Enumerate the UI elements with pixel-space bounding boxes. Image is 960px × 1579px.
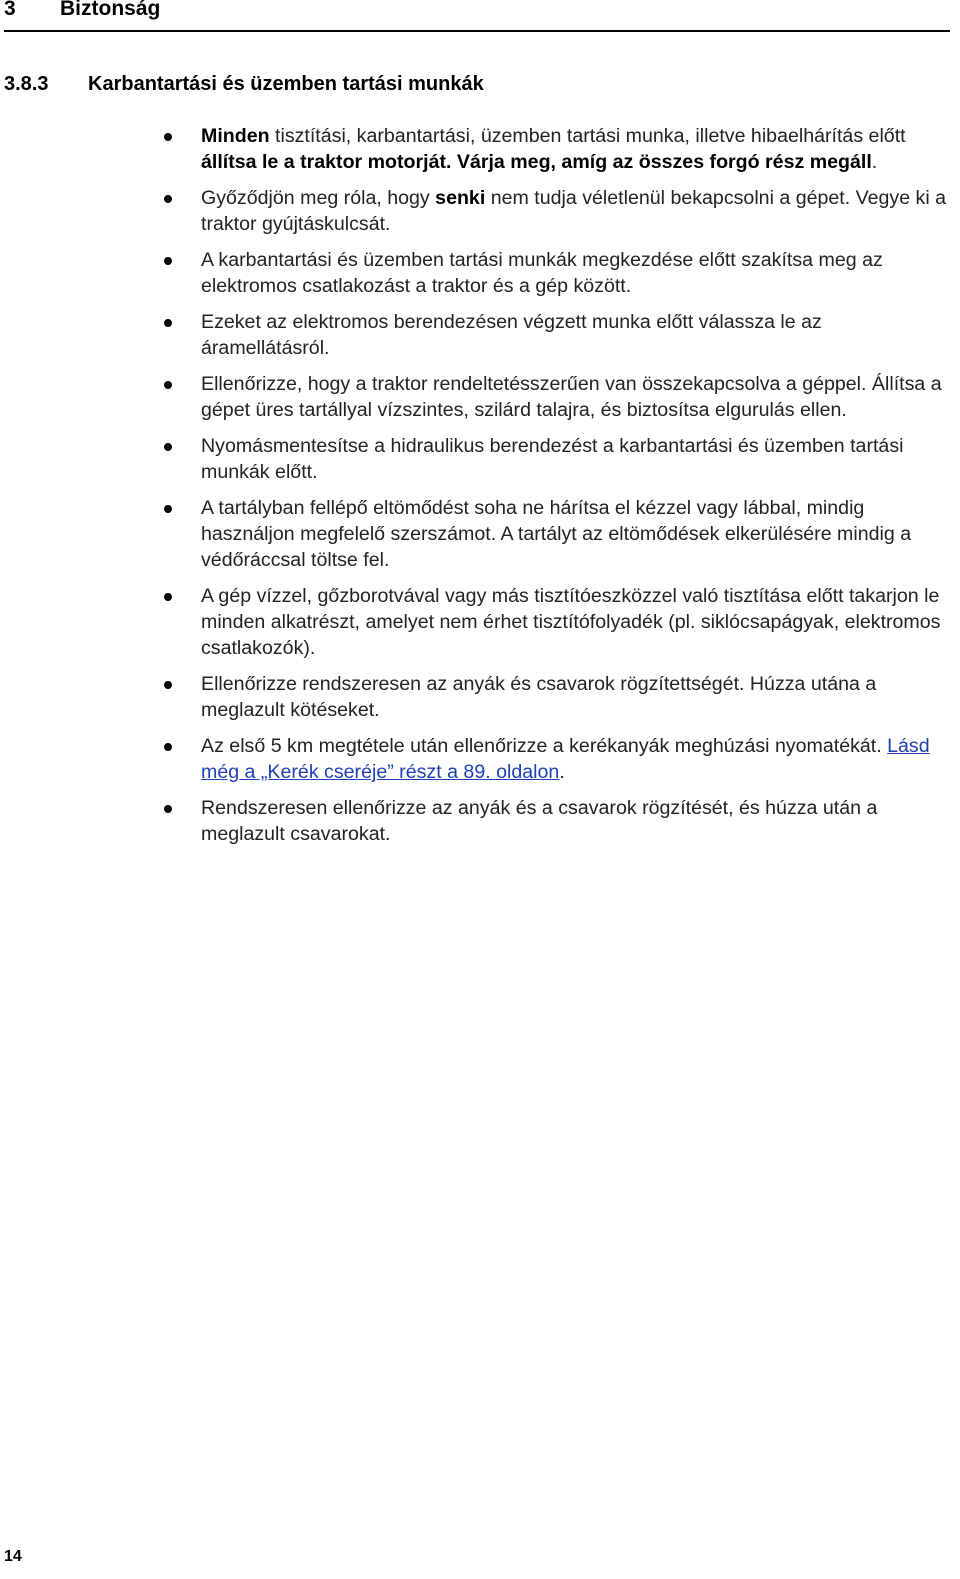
bullet-bold-text: Minden — [201, 125, 270, 147]
bullet-text: nem tudja véletlenül bekapcsolni a gépet. Vegye ki a traktor gyújtáskulcsát. — [201, 187, 947, 235]
bullet-text: Ellenőrizze, hogy a traktor rendeltetésszerűen van összekapcsolva a géppel. Állítsa a gépet üres tartállyal vízszintes, szilárd talajra, és biztosítsa elgurulás ellen. — [201, 373, 942, 421]
bullet-text: A tartályban fellépő eltömődést soha ne hárítsa el kézzel vagy lábbal, mindig használjon megfelelő szerszámot. A tartályt az eltömődések elkerülésére mindig a védőráccsal töltse fel. — [201, 497, 912, 571]
bullet-item-cleaning — [164, 583, 950, 661]
bullet-text: Ezeket az elektromos berendezésen végzett munka előtt válassza le az áramellátásról. — [201, 311, 822, 359]
bullet-text: A gép vízzel, gőzborotvával vagy más tisztítóeszközzel való tisztítása előtt takarjon le minden alkatrészt, amelyet nem érhet tisztítófolyadék (pl. siklócsapágyak, elektromos csatlakozók). — [201, 585, 941, 659]
section-number: 3.8.3 — [4, 73, 49, 95]
bullet-text: Győződjön meg róla, hogy — [201, 187, 436, 209]
bullet-dot-icon — [164, 319, 172, 327]
bullet-item-check-coupling — [164, 371, 950, 423]
bullet-dot-icon — [164, 505, 172, 513]
bullet-text: . — [871, 151, 878, 173]
bullet-dot-icon — [164, 381, 172, 389]
bullet-text: Az első 5 km megtétele után ellenőrizze a kerékanyák meghúzási nyomatékát. — [201, 735, 888, 757]
bullet-text: Nyomásmentesítse a hidraulikus berendezést a karbantartási és üzemben tartási munkák előtt. — [201, 435, 904, 483]
page-header — [4, 0, 950, 32]
bullet-text: Ellenőrizze rendszeresen az anyák és csavarok rögzítettségét. Húzza utána a meglazult kötéseket. — [201, 673, 877, 721]
bullet-dot-icon — [164, 133, 172, 141]
bullet-text: tisztítási, karbantartási, üzemben tartási munka, illetve hibaelhárítás előtt — [269, 125, 906, 147]
bullet-dot-icon — [164, 805, 172, 813]
bullet-dot-icon — [164, 593, 172, 601]
bullet-dot-icon — [164, 743, 172, 751]
bullet-dot-icon — [164, 257, 172, 265]
bullet-item-clogging — [164, 495, 950, 573]
bullet-bold-text: senki — [435, 187, 486, 209]
page-number: 14 — [4, 1548, 22, 1565]
bullet-item-stop-engine — [164, 123, 950, 175]
section-title: Karbantartási és üzemben tartási munkák — [88, 73, 484, 95]
bullet-dot-icon — [164, 681, 172, 689]
chapter-title: Biztonság — [60, 0, 161, 20]
bullet-item-disconnect-electrical — [164, 247, 950, 299]
bullet-item-check-nuts — [164, 671, 950, 723]
bullet-item-power-supply — [164, 309, 950, 361]
chapter-number: 3 — [4, 0, 16, 20]
bullet-text: Rendszeresen ellenőrizze az anyák és a csavarok rögzítését, és húzza után a meglazult csavarokat. — [201, 797, 878, 845]
bullet-bold-text: állítsa le a traktor motorját. Várja meg, amíg az összes forgó rész megáll — [201, 151, 872, 173]
bullet-item-hydraulic-pressure — [164, 433, 950, 485]
wheel-change-link[interactable]: Lásd még a „Kerék cseréje” részt a 89. oldalon — [201, 735, 930, 783]
bullet-text: . — [559, 761, 565, 783]
bullet-item-regular-check — [164, 795, 950, 847]
safety-bullet-list — [164, 123, 950, 857]
bullet-item-wheel-torque — [164, 733, 950, 785]
section-heading — [4, 71, 904, 97]
bullet-text: A karbantartási és üzemben tartási munkák megkezdése előtt szakítsa meg az elektromos csatlakozást a traktor és a gép között. — [201, 249, 883, 297]
bullet-dot-icon — [164, 195, 172, 203]
bullet-dot-icon — [164, 443, 172, 451]
bullet-item-nobody-start — [164, 185, 950, 237]
